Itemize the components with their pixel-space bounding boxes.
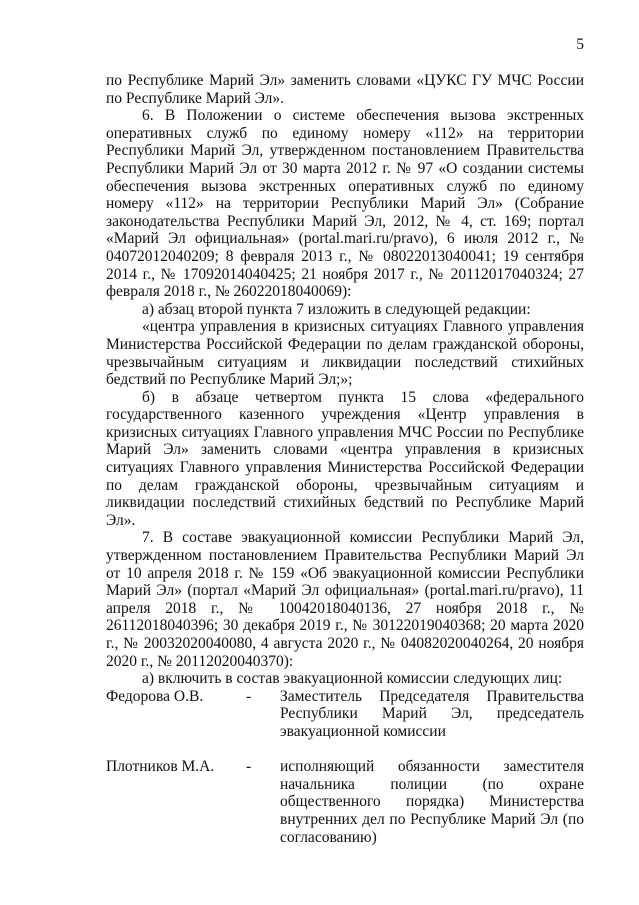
commission-members-list: [106, 688, 584, 846]
page-number: 5: [576, 36, 584, 53]
member-name: Плотников М.А.: [106, 758, 215, 776]
document-body: [106, 72, 584, 846]
member-dash: -: [246, 687, 252, 705]
member-entry: [106, 758, 584, 846]
member-role: исполняющий обязанности заместителя начальника полиции (по охране общественного порядка) Министерства внутренних дел по Республике Марий Эл (по согласованию): [280, 758, 584, 846]
paragraph-item-6: 6. В Положении о системе обеспечения вызова экстренных оперативных служб по единому номеру «112» на территории Республики Марий Эл, утвержденном постановлением Правительства Республики Марий Эл от 30 марта 2012 г. № 97 «О создании системы обеспечения вызова экстренных оперативных служб по единому номеру «112» на территории Республики Марий Эл» (Собрание законодательства Республики Марий Эл, 2012, № 4, ст. 169; портал «Марий Эл официальная» (portal.mari.ru/pravo), 6 июля 2012 г., № 04072012040209; 8 февраля 2013 г., № 08022013040041; 19 сентября 2014 г., № 17092014040425; 21 ноября 2017 г., № 20112017040324; 27 февраля 2018 г., № 26022018040069):: [106, 107, 584, 301]
member-name: Федорова О.В.: [106, 687, 204, 705]
paragraph-item-7: 7. В составе эвакуационной комиссии Республики Марий Эл, утвержденном постановлением Правительства Республики Марий Эл от 10 апреля 2018 г. № 159 «Об эвакуационной комиссии Республики Марий Эл» (портал «Марий Эл официальная» (portal.mari.ru/pravo), 11 апреля 2018 г., № 10042018040136, 27 ноября 2018 г., № 26112018040396; 30 декабря 2019 г., № 30122019040368; 20 марта 2020 г., № 20032020040080, 4 августа 2020 г., № 04082020040264, 20 ноября 2020 г., № 20112020040370):: [106, 529, 584, 670]
paragraph-item-6b: б) в абзаце четвертом пункта 15 слова «федерального государственного казенного учреждения «Центр управления в кризисных ситуациях Главного управления МЧС России по Республике Марий Эл» заменить словами «центра управления в кризисных ситуациях Главного управления Министерства Российской Федерации по делам гражданской обороны, чрезвычайным ситуациям и ликвидации последствий стихийных бедствий по Республике Марий Эл».: [106, 388, 584, 529]
paragraph-quoted-text: «центра управления в кризисных ситуациях Главного управления Министерства Российской Федерации по делам гражданской обороны, чрезвычайным ситуациям и ликвидации последствий стихийных бедствий по Республике Марий Эл;»;: [106, 318, 584, 389]
paragraph-continuation: по Республике Марий Эл» заменить словами «ЦУКС ГУ МЧС России по Республике Марий Эл».: [106, 72, 584, 107]
member-dash: -: [246, 758, 252, 776]
paragraph-item-7a: а) включить в состав эвакуационной комиссии следующих лиц:: [142, 670, 563, 688]
paragraph-item-6a: а) абзац второй пункта 7 изложить в следующей редакции:: [142, 300, 531, 318]
member-role: Заместитель Председателя Правительства Республики Марий Эл, председатель эвакуационной комиссии: [280, 687, 584, 740]
member-entry: [106, 688, 584, 741]
